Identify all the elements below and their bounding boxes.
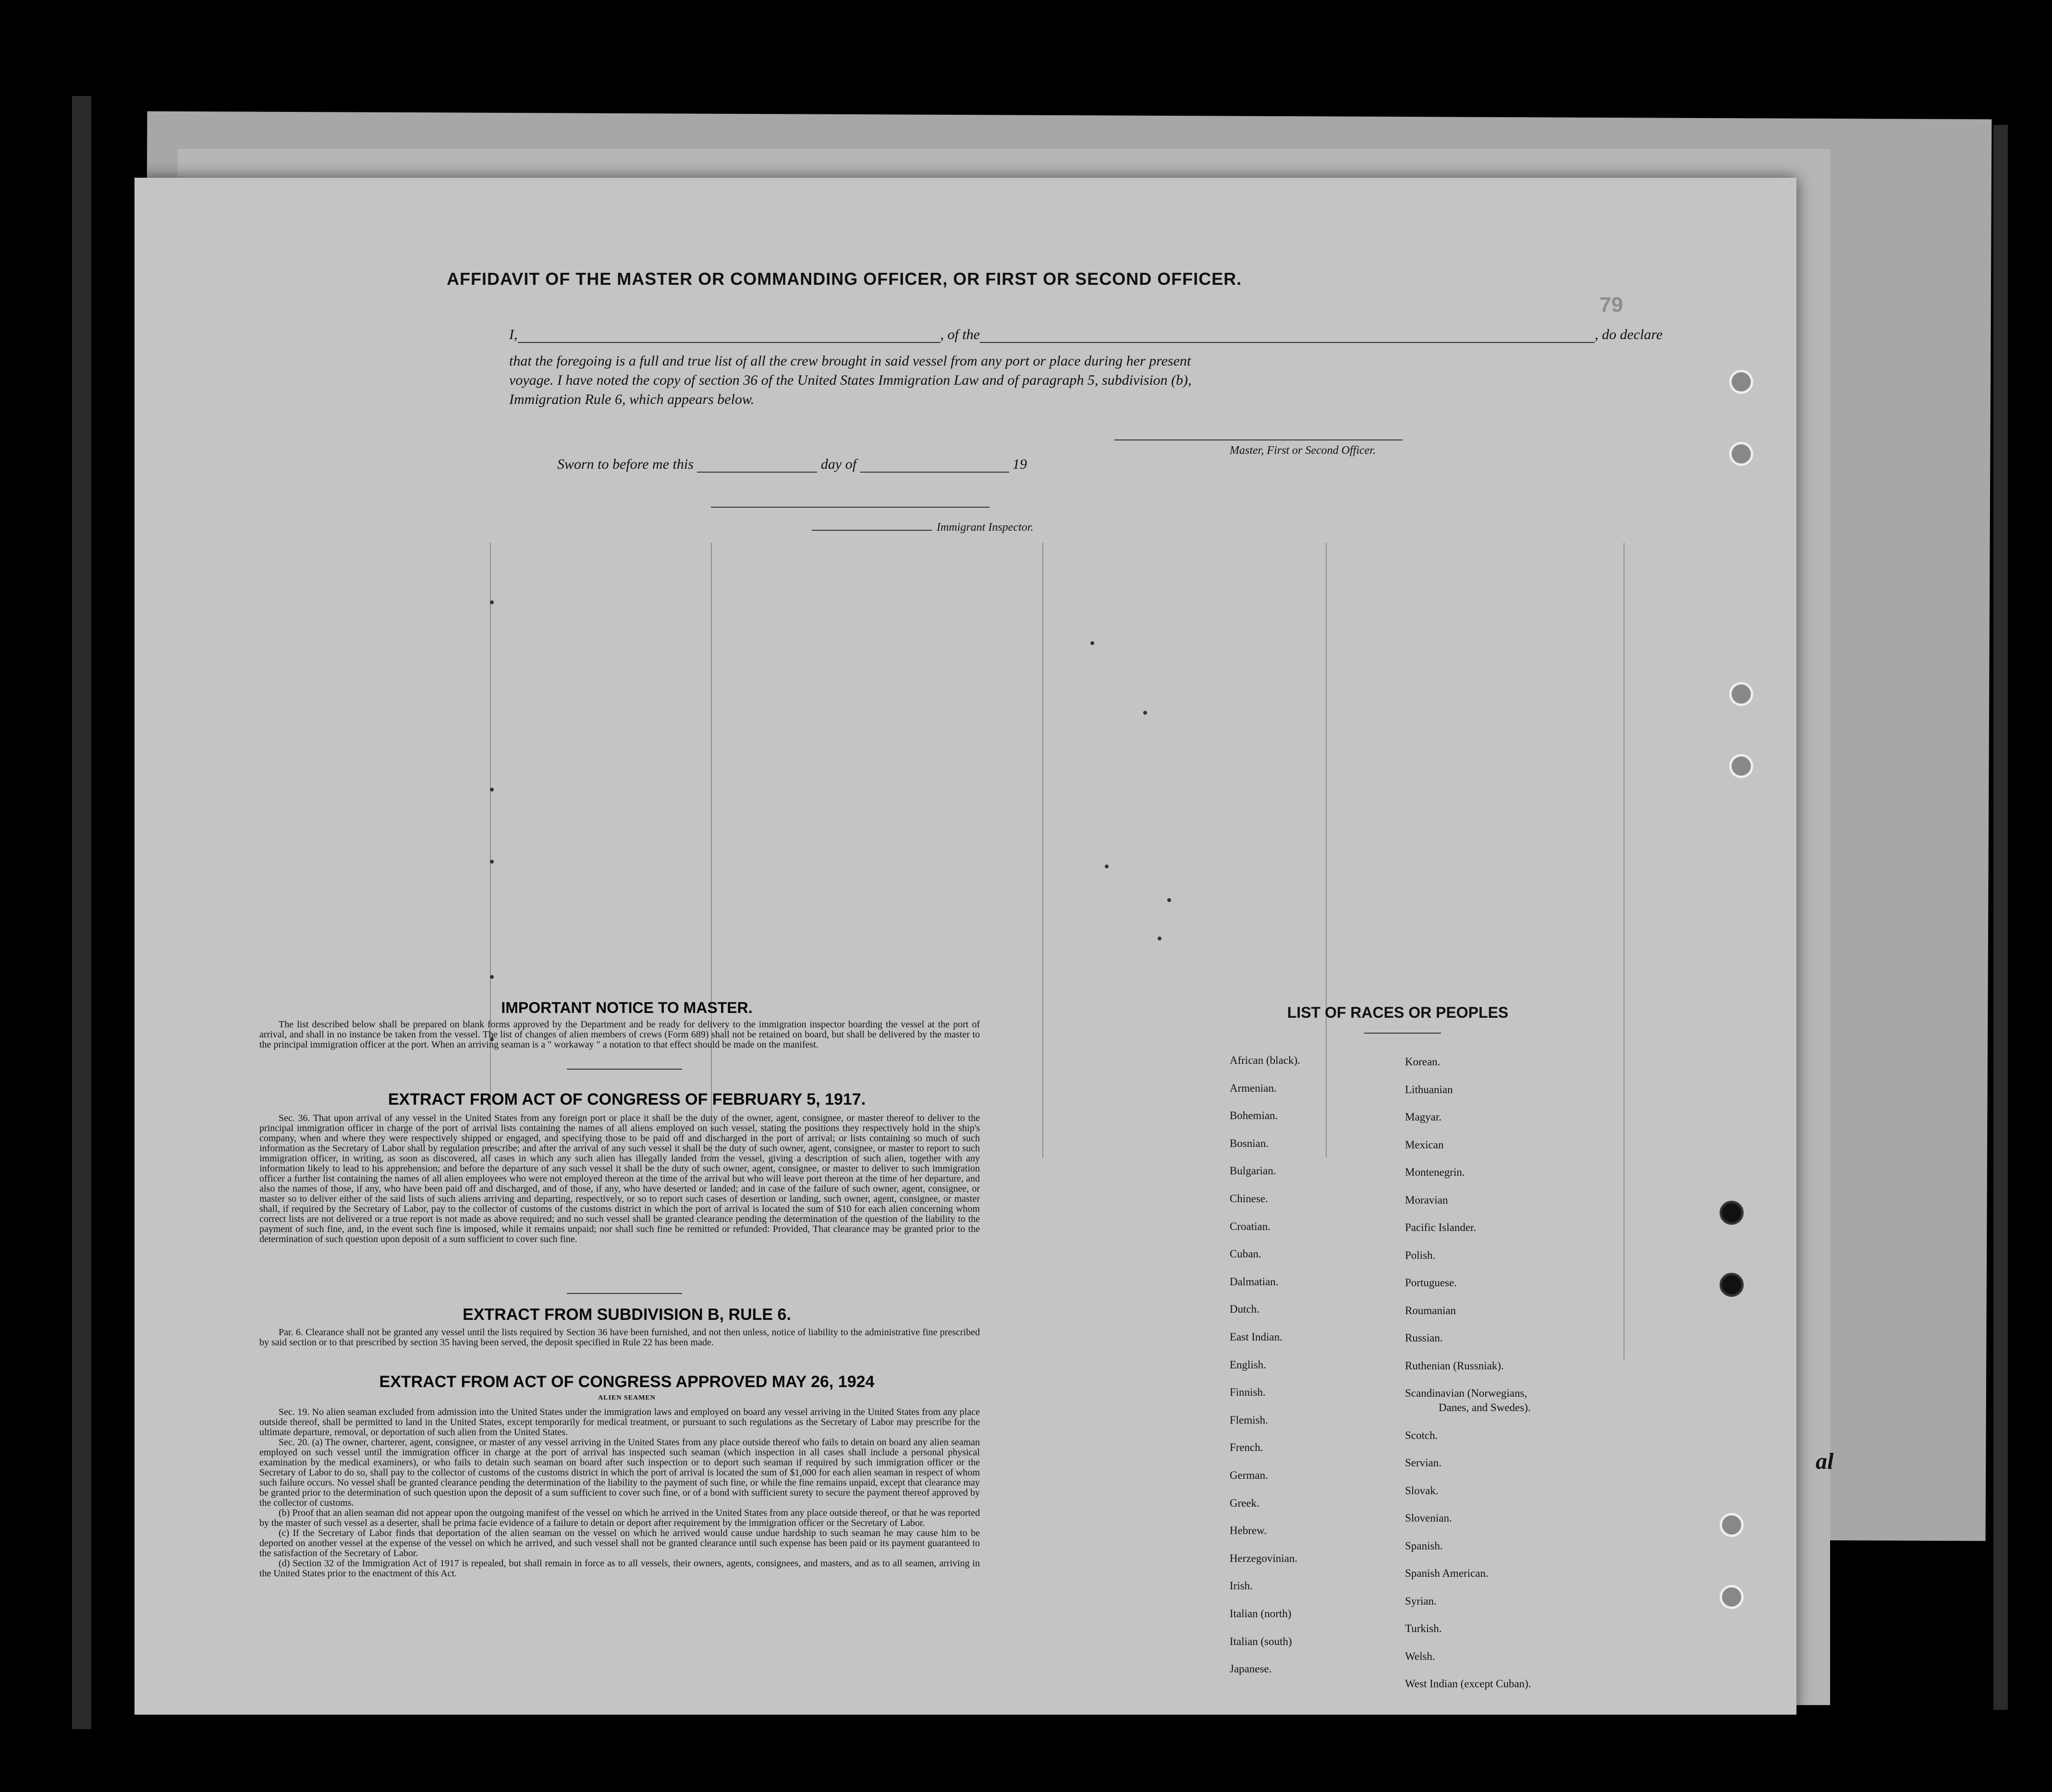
race-item: Irish. [1230,1580,1253,1592]
race-item: Slovenian. [1405,1512,1452,1524]
affidavit-declaration-line [509,327,1662,343]
bleed-column-line [490,543,491,1158]
important-notice-title: IMPORTANT NOTICE TO MASTER. [501,999,753,1016]
important-notice-paragraph: The list described below shall be prepared on blank forms approved by the Department and be ready for delivery to the immigration inspector boarding the vessel at the port of arrival, and shall in no instance be taken from the vessel. The list of changes of alien members of crews (Form 689) shall not be retained on board, but shall be delivered by the master to the principal immigration officer at the port. When an arriving seaman is a " workaway " a notation to that effect should be made on the manifest. [259,1019,980,1050]
sworn-line [557,456,1027,473]
race-item: Dutch. [1230,1303,1259,1316]
affidavit-i: I, [509,327,518,342]
affidavit-of-the: , of the [940,327,980,342]
extract-1917-text [259,1113,980,1244]
affidavit-title: AFFIDAVIT OF THE MASTER OR COMMANDING OFFICER, OR FIRST OR SECOND OFFICER. [447,269,1242,289]
race-item: Danes, and Swedes). [1439,1402,1531,1414]
section-divider [567,1069,682,1070]
race-item: Polish. [1405,1249,1436,1261]
race-item: East Indian. [1230,1331,1282,1343]
sworn-day-of: day of [820,456,857,472]
bleed-mark [490,860,494,864]
race-item: Bohemian. [1230,1109,1278,1122]
race-item: West Indian (except Cuban). [1405,1678,1531,1690]
race-item: Syrian. [1405,1595,1437,1607]
sworn-day-blank [697,472,817,473]
race-item: Greek. [1230,1497,1259,1509]
binder-hole [1729,682,1753,706]
extract-1924-text [259,1407,980,1579]
extract-1924-paragraph: (d) Section 32 of the Immigration Act of 1917 is repealed, but shall remain in force as to all vessels, their owners, agents, consignees, and masters, and as to all seamen, arriving in the United States prior to the enactment of this Act. [259,1558,980,1579]
race-item: Spanish. [1405,1539,1443,1552]
inspector-signature-line-2 [812,530,932,531]
bleed-mark [1158,937,1161,940]
race-item: Pacific Islander. [1405,1221,1477,1233]
affidavit-do-declare: , do declare [1595,327,1663,342]
name-blank [518,342,940,343]
race-item: Montenegrin. [1405,1166,1465,1178]
extract-1924-subtitle: ALIEN SEAMEN [598,1394,656,1402]
race-item: Herzegovinian. [1230,1552,1298,1564]
extract-1924-paragraph: Sec. 19. No alien seaman excluded from admission into the United States under the immigration laws and employed on board any vessel arriving in the United States from any place outside thereof, shall be permitted to land in the United States, except temporarily for medical treatment, or pursuant to such regulations as the Secretary of Labor may prescribe for the ultimate departure, removal, or deportation of such alien from the United States. [259,1407,980,1438]
sworn-month-blank [860,472,1009,473]
extract-rule6-paragraph: Par. 6. Clearance shall not be granted any vessel until the lists required by Section 36 have been furnished, and not then unless, notice of liability to the administrative fine prescribed by said section or to that prescribed by section 35 having been served, the deposit specified in Rule 22 has been made. [259,1327,980,1348]
bleed-mark [1167,898,1171,902]
race-item: Italian (north) [1230,1608,1292,1620]
master-signature-line [1114,439,1403,440]
master-caption: Master, First or Second Officer. [1230,444,1376,457]
race-item: Chinese. [1230,1193,1268,1205]
affidavit-line-3: voyage. I have noted the copy of section 36 of the United States Immigration Law and of paragraph 5, subdivision (b), [509,372,1192,388]
affidavit-line-2: that the foregoing is a full and true list of all the crew brought in said vessel from any port or place during her present [509,353,1191,369]
race-item: Bosnian. [1230,1137,1269,1149]
race-item: English. [1230,1358,1267,1371]
sworn-prefix: Sworn to before me this [557,456,694,472]
important-notice-text [259,1020,980,1050]
races-title-rule [1364,1033,1441,1034]
race-item: Welsh. [1405,1650,1435,1662]
race-item: Magyar. [1405,1111,1442,1123]
inspector-signature-line [711,507,989,508]
race-item: Roumanian [1405,1304,1456,1317]
extract-rule6-title: EXTRACT FROM SUBDIVISION B, RULE 6. [463,1305,791,1324]
race-item: Moravian [1405,1194,1448,1206]
binder-hole [1720,1513,1744,1537]
race-item: Scotch. [1405,1429,1438,1441]
race-item: Ruthenian (Russniak). [1405,1359,1504,1372]
bleed-mark [490,788,494,792]
race-item: Slovak. [1405,1484,1439,1497]
page-number-mark: 79 [1600,293,1623,317]
extract-1924-paragraph: Sec. 20. (a) The owner, charterer, agent, consignee, or master of any vessel arriving in the United States from any place outside thereof who fails to detain on board any alien seaman employed on such vessel until the immigration officer in charge at the port of arrival has inspected such seaman (which inspection in all cases shall include a personal physical examination by the medical examiners), or who fails to detain such seaman on board after such inspection or to deport such seaman if required by such immigration officer or the Secretary of Labor to do so, shall pay to the collector of customs of the customs district in which the port of arrival is located the sum of $1,000 for each alien seaman in respect of whom such failure occurs. No vessel shall be granted clearance pending the determination of the liability to the payment of such fine, or while the fine remains unpaid, except that clearance may be granted prior to the determination of such question upon the deposit of a sum sufficient to cover such fine, or of a bond with sufficient surety to secure the payment thereof approved by the collector of customs. [259,1437,980,1508]
inspector-caption: Immigrant Inspector. [937,521,1034,534]
race-item: Portuguese. [1405,1277,1457,1289]
bleed-column-line [711,543,712,1158]
film-edge-left [72,96,91,1729]
race-item: Servian. [1405,1457,1442,1469]
binder-hole [1729,370,1753,394]
binder-hole [1720,1585,1744,1609]
race-item: Dalmatian. [1230,1275,1279,1288]
race-item: Russian. [1405,1332,1443,1344]
bleed-mark [490,600,494,604]
section-divider [567,1293,682,1294]
race-item: Turkish. [1405,1622,1442,1634]
race-item: Korean. [1405,1056,1441,1068]
race-item: Croatian. [1230,1220,1270,1232]
race-item: Scandinavian (Norwegians, [1405,1387,1527,1399]
affidavit-line-4: Immigration Rule 6, which appears below. [509,391,755,407]
extract-1924-title: EXTRACT FROM ACT OF CONGRESS APPROVED MAY 26, 1924 [379,1373,875,1391]
race-item: Spanish American. [1405,1567,1489,1579]
race-item: French. [1230,1441,1263,1454]
races-title: LIST OF RACES OR PEOPLES [1287,1004,1509,1021]
bleed-column-line [1042,543,1043,1158]
race-item: Bulgarian. [1230,1165,1276,1177]
race-item: Japanese. [1230,1663,1272,1675]
race-item: Finnish. [1230,1386,1266,1399]
vessel-blank [980,342,1595,343]
race-item: Flemish. [1230,1414,1268,1426]
race-item: Armenian. [1230,1082,1277,1094]
bleed-mark [1105,865,1109,868]
bleed-mark [490,975,494,979]
bleed-mark [1090,641,1094,645]
binder-hole [1729,442,1753,466]
race-item: African (black). [1230,1054,1300,1066]
binder-hole [1729,754,1753,778]
extract-1917-paragraph: Sec. 36. That upon arrival of any vessel in the United States from any foreign port or place it shall be the duty of the owner, agent, consignee, or master thereof to deliver to the principal immigration officer in charge of the port of arrival lists containing the names of all aliens employed on such vessel, stating the positions they respectively hold in the ship's company, when and where they were respectively shipped or engaged, and specifying those to be paid off and discharged in the port of arrival; or lists containing so much of such information as the Secretary of Labor shall by regulation prescribe; and after the arrival of any such vessel it shall be the duty of such owner, agent, consignee, or master to report to such immigration officer, in writing, as soon as discovered, all cases in which any such alien has illegally landed from the vessel, giving a description of such alien, together with any information likely to lead to his apprehension; and before the departure of any such vessel it shall be the duty of such owner, agent, consignee, or master to deliver to such immigration officer a further list containing the names of all alien employees who were not employed thereon at the time of the arrival but who will leave port thereon at the time of her departure, and also the names of those, if any, who have been paid off and discharged, and of those, if any, who have deserted or landed; and in case of the failure of such owner, agent, consignee, or master so to deliver either of the said lists of such aliens arriving and departing, respectively, or so to report such cases of desertion or landing, such owner, agent, consignee, or master shall, if required by the Secretary of Labor, pay to the collector of customs of the customs district in which the port of arrival is located the sum of $10 for each alien concerning whom correct lists are not delivered or a true report is not made as above required; and no such vessel shall be granted clearance pending the determination of the question of the liability to the payment of such fine, and, in the event such fine is imposed, while it remains unpaid; nor shall such fine be remitted or refunded: Provided, That clearance may be granted prior to the determination of such question upon deposit of a sum sufficient to cover such fine. [259,1113,980,1244]
bleed-column-line [1326,543,1327,1158]
extract-1917-title: EXTRACT FROM ACT OF CONGRESS OF FEBRUARY 5, 1917. [388,1090,866,1109]
sworn-year: 19 [1013,456,1027,472]
race-item: Hebrew. [1230,1524,1267,1537]
race-item: Lithuanian [1405,1083,1453,1096]
extract-1924-paragraph: (c) If the Secretary of Labor finds that deportation of the alien seaman on the vessel on which he arrived would cause undue hardship to such seaman he may cause him to be deported on another vessel at the expense of the vessel on which he arrived, and such vessel shall not be granted clearance until such expense has been paid or its payment guaranteed to the satisfaction of the Secretary of Labor. [259,1528,980,1559]
binder-hole [1720,1273,1744,1297]
extract-rule6-text [259,1328,980,1348]
extract-1924-paragraph: (b) Proof that an alien seaman did not appear upon the outgoing manifest of the vessel on which he arrived in the United States from any place outside thereof, or that he was reported by the master of such vessel as a deserter, shall be prima facie evidence of a failure to detain or deport after requirement by the immigration officer or the Secretary of Labor. [259,1508,980,1528]
binder-hole [1720,1201,1744,1225]
race-item: Mexican [1405,1138,1444,1151]
race-item: German. [1230,1469,1268,1481]
race-item: Cuban. [1230,1248,1261,1260]
underlying-sheet-fragment: al [1816,1449,1834,1474]
race-item: Italian (south) [1230,1635,1292,1647]
bleed-mark [1143,711,1147,715]
film-edge-right [1993,125,2008,1710]
